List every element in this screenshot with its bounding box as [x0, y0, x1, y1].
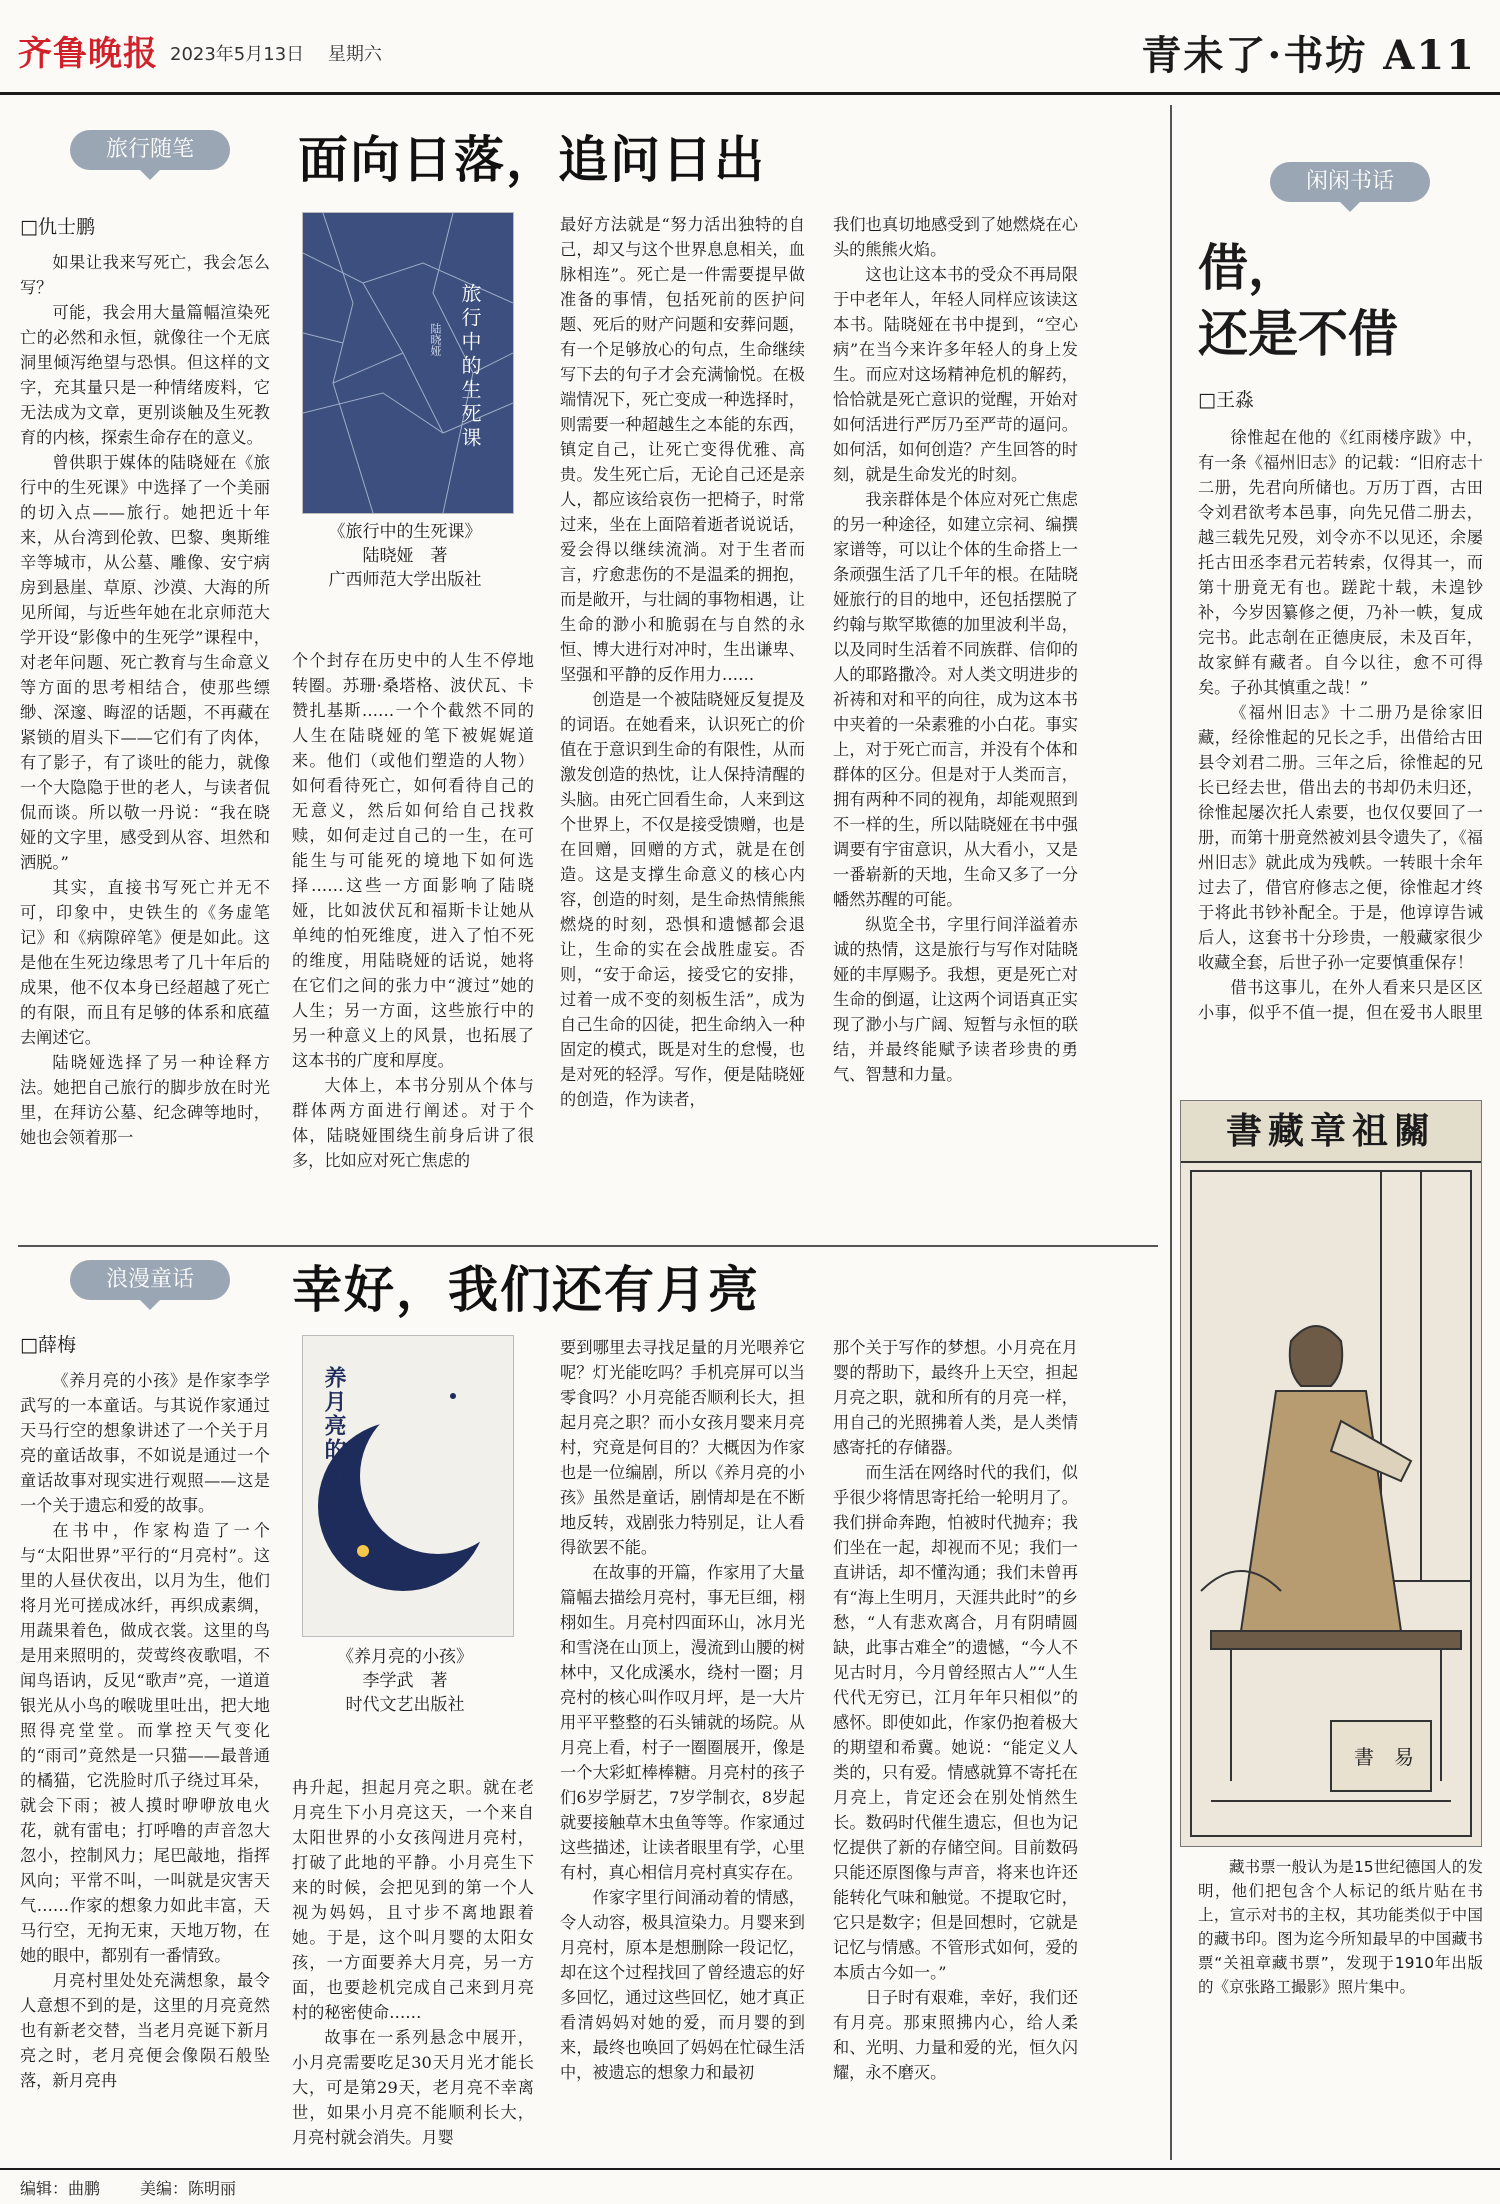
- section-name: 青未了·书坊: [1141, 32, 1368, 79]
- caption-publisher: 广西师范大学出版社: [328, 570, 482, 590]
- article3-title: [1198, 235, 1398, 367]
- paragraph: 故事在一系列悬念中展开，小月亮需要吃足30天月光才能长大，可是第29天，老月亮不幸离世，如果小月亮不能顺利长大，月亮村就会消失。月婴: [292, 2028, 534, 2147]
- paragraph: 陆晓娅选择了另一种诠释方法。她把自己旅行的脚步放在时光里，在拜访公墓、纪念碑等地时，她也会领着那一: [20, 1053, 270, 1147]
- weekday-text: 星期六: [327, 44, 382, 65]
- article2-column-3: [560, 1335, 805, 2158]
- paragraph: 可能，我会用大量篇幅渲染死亡的必然和永恒，就像往一个无底洞里倾泻绝望与恐惧。但这样的文字，充其量只是一种情绪废料，它无法成为文章，更别谈触及生死教育的内核，探索生命存在的意义。: [20, 303, 270, 447]
- article1-column-3: [560, 212, 805, 1236]
- paragraph: 徐惟起在他的《红雨楼序跋》中，有一条《福州旧志》的记载：“旧府志十二册，先君向所储也。万历丁酉，古田令刘君欲考本邑事，向先兄借二册去，越三载先兄殁，刘令亦不以见还，余屡托古田丞李君元若转索，仅得其一，而第十册竟无有也。蹉跎十载，未遑钞补，今岁因纂修之便，乃补一帙，复成完书。此志剞在正德庚辰，未及百年，故家鲜有藏者。自今以往，愈不可得矣。子孙其慎重之哉！”: [1198, 428, 1483, 697]
- book-cover-travel: [302, 212, 514, 514]
- caption-book-title: 《养月亮的小孩》: [337, 1647, 473, 1667]
- article1-column-2: [292, 648, 534, 1236]
- paragraph: 大体上，本书分别从个体与群体两方面进行阐述。对于个体，陆晓娅围绕生前身后讲了很多，比如应对死亡焦虑的: [292, 1076, 534, 1170]
- paragraph: 要到哪里去寻找足量的月光喂养它呢？灯光能吃吗？手机亮屏可以当零食吗？小月亮能否顺利长大，担起月亮之职？而小女孩月婴来月亮村，究竟是何目的？大概因为作家也是一位编剧，所以《养月亮的小孩》虽然是童话，剧情却是在不断地反转，戏剧张力特别足，让人看得欲罢不能。: [560, 1338, 805, 1557]
- title-line-2: 还是不借: [1198, 304, 1398, 363]
- paragraph: 我亲群体是个体应对死亡焦虑的另一种途径，如建立宗祠、编撰家谱等，可以让个体的生命搭上一条顽强生活了几千年的根。在陆晓娅旅行的目的地中，还包括摆脱了约翰与欺罕欺德的加里波利半岛，以及同时生活着不同族群、信仰的人的耶路撒冷。对人类文明进步的祈祷和对和平的向往，成为这本书中夹着的一朵素雅的小白花。事实上，对于死亡而言，并没有个体和群体的区分。但是对于人类而言，拥有两种不同的视角，却能观照到不一样的生，所以陆晓娅在书中强调要有宇宙意识，从大看小，又是一番崭新的天地，生命又多了一分幡然苏醒的可能。: [833, 490, 1078, 909]
- paragraph: 在故事的开篇，作家用了大量篇幅去描绘月亮村，事无巨细，栩栩如生。月亮村四面环山，冰月光和雪浇在山顶上，漫流到山腰的树林中，又化成溪水，绕村一圈；月亮村的核心叫作叹月坪，是一大片用平平整整的石头铺就的场院。从月亮上看，村子一圈圈展开，像是一个大彩虹棒棒糖。月亮村的孩子们6岁学厨艺，7岁学制衣，8岁起就要接触草木虫鱼等等。作家通过这些描述，让读者眼里有学，心里有村，真心相信月亮村真实存在。: [560, 1563, 805, 1882]
- paragraph: 最好方法就是“努力活出独特的自己，却又与这个世界息息相关，血脉相连”。死亡是一件需要提早做准备的事情，包括死前的医护问题、死后的财产问题和安葬问题，有一个足够放心的句点，生命继续写下去的句子才会充满愉悦。在极端情况下，死亡变成一种选择时，则需要一种超越生之本能的东西，镇定自己，让死亡变得优雅、高贵。发生死亡后，无论自己还是亲人，都应该给哀伤一把椅子，时常过来，坐在上面陪着逝者说说话，爱会得以继续流淌。对于生者而言，疗愈悲伤的不是温柔的拥抱，而是敞开，与壮阔的事物相遇，让生命的渺小和脆弱在与自然的永恒、博大进行对冲时，生出谦卑、坚强和平静的反作用力……: [560, 215, 805, 684]
- masthead: [0, 0, 1500, 95]
- section-header: [1141, 24, 1476, 81]
- article1-title: 面向日落，追问日出: [298, 130, 766, 189]
- article2-column-1: [20, 1368, 270, 2158]
- column-divider: [1170, 105, 1172, 2160]
- paragraph: 如果让我来写死亡，我会怎么写？: [20, 253, 270, 297]
- paragraph: 在书中，作家构造了一个与“太阳世界”平行的“月亮村”。这里的人昼伏夜出，以月为生，他们将月光可搓成冰纤，再织成素绸，用蔬果着色，做成衣裳。这里的鸟是用来照明的，荧莺终夜歌唱，不闻鸟语讷，反见“歌声”亮，一道道银光从小鸟的喉咙里吐出，把大地照得亮堂堂。而掌控天气变化的“雨司”竟然是一只猫——最普通的橘猫，它洗脸时爪子绕过耳朵，就会下雨；被人摸时咿咿放电火花，就有雷电；打呼噜的声音忽大忽小，控制风力；尾巴敲地，指挥风向；平常不叫，一叫就是灾害天气……作家的想象力如此丰富，天马行空，无拘无束，天地万物，在她的眼中，都别有一番情致。: [20, 1521, 270, 1965]
- caption-book-author: 李学武 著: [362, 1671, 448, 1691]
- tag-romantic-fairytale: 浪漫童话: [70, 1260, 230, 1300]
- paragraph: 其实，直接书写死亡并无不可，印象中，史铁生的《务虚笔记》和《病隙碎笔》便是如此。这是他在生死边缘思考了几十年后的成果，他不仅本身已经超越了死亡的有限，而且有足够的体系和底蕴去阐述它。: [20, 878, 270, 1047]
- bookplate-bottom-inscription: 書 易: [1354, 1745, 1414, 1769]
- article-divider: [18, 1245, 1158, 1247]
- title-line-1: 借，: [1198, 238, 1298, 297]
- article3-body: [1198, 425, 1483, 1025]
- bookplate-title: 關祖章藏書: [1181, 1101, 1481, 1163]
- paragraph: 个个封存在历史中的人生不停地转圈。苏珊·桑塔格、波伏瓦、卡赞扎基斯……一个个截然不同的人生在陆晓娅的笔下被娓娓道来。他们（或他们塑造的人物）如何看待死亡，如何看待自己的无意义，然后如何给自己找救赎，如何走过自己的一生，在可能生与可能死的境地下如何选择……这些一方面影响了陆晓娅，比如波伏瓦和福斯卡让她从单纯的怕死维度，进入了怕不死的维度，用陆晓娅的话说，她将在它们之间的张力中“渡过”她的人生；另一方面，这些旅行中的另一种意义上的风景，也拓展了这本书的广度和厚度。: [292, 651, 534, 1070]
- paragraph: 借书这事儿，在外人看来只是区区小事，似乎不值一提，但在爱书人眼里: [1198, 978, 1483, 1022]
- designer-credit: 美编：陈明丽: [140, 2179, 237, 2198]
- article2-author: □薛梅: [20, 1334, 76, 1356]
- page-footer: [0, 2168, 1500, 2204]
- tag-travel-essay: 旅行随笔: [70, 130, 230, 170]
- paragraph: 《养月亮的小孩》是作家李学武写的一本童话。与其说作家通过天马行空的想象讲述了一个关于月亮的童话故事，不如说是通过一个童话故事对现实进行观照——这是一个关于遗忘和爱的故事。: [20, 1371, 270, 1515]
- newspaper-logo: 齐鲁晚报: [18, 34, 158, 74]
- tag-leisure-book-talk: 闲闲书话: [1270, 162, 1430, 202]
- article3-author: □王淼: [1198, 389, 1254, 411]
- paragraph: 冉升起，担起月亮之职。就在老月亮生下小月亮这天，一个来自太阳世界的小女孩闯进月亮村，打破了此地的平静。小月亮生下来的时候，会把见到的第一个人视为妈妈，且寸步不离地跟着她。于是，这个叫月婴的太阳女孩，一方面要养大月亮，另一方面，也要趁机完成自己来到月亮村的秘密使命……: [292, 1778, 534, 2022]
- book-caption-2: [280, 1645, 530, 1717]
- date-text: 2023年5月13日: [170, 44, 305, 65]
- caption-book-title: 《旅行中的生死课》: [328, 522, 482, 542]
- paragraph: 《福州旧志》十二册乃是徐家旧藏，经徐惟起的兄长之手，出借给古田县令刘君二册。三年之后，徐惟起的兄长已经去世，借出去的书却仍未归还，徐惟起屡次托人索要，也仅仅要回了一册，而第十册竟然被刘县令遗失了，《福州旧志》就此成为残帙。一转眼十余年过去了，借官府修志之便，徐惟起才终于将此书钞补配全。于是，他谆谆告诫后人，这套书十分珍贵，一般藏家很少收藏全套，后世子孙一定要慎重保存！: [1198, 703, 1483, 972]
- paragraph: 那个关于写作的梦想。小月亮在月婴的帮助下，最终升上天空，担起月亮之职，就和所有的月亮一样，用自己的光照拂着人类，是人类情感寄托的存储器。: [833, 1338, 1078, 1457]
- bookplate-image: [1180, 1100, 1482, 1847]
- caption-text: 藏书票一般认为是15世纪德国人的发明，他们把包含个人标记的纸片贴在书上，宣示对书的主权，其功能类似于中国的藏书印。图为迄今所知最早的中国藏书票“关祖章藏书票”，发现于1910年出版的《京张路工撮影》照片集中。: [1198, 1858, 1483, 1996]
- paragraph: 月亮村里处处充满想象，最令人意想不到的是，这里的月亮竟然也有新老交替，当老月亮诞下新月亮之时，老月亮便会像陨石般坠落，新月亮冉: [20, 1971, 270, 2090]
- article1-column-4: [833, 212, 1078, 1236]
- article1-column-1: [20, 250, 270, 1235]
- paragraph: 纵览全书，字里行间洋溢着赤诚的热情，这是旅行与写作对陆晓娅的丰厚赐予。我想，更是死亡对生命的倒逼，让这两个词语真正实现了渺小与广阔、短暂与永恒的联结，并最终能赋予读者珍贵的勇气、智慧和力量。: [833, 915, 1078, 1084]
- caption-book-author: 陆晓娅 著: [362, 546, 448, 566]
- article2-column-2: [292, 1775, 534, 2158]
- scholar-reading-woodcut-icon: [1181, 1161, 1481, 1846]
- cover-title: 养月亮的小孩: [321, 1366, 347, 1510]
- article2-column-4: [833, 1335, 1078, 2158]
- paragraph: 日子时有艰难，幸好，我们还有月亮。那束照拂内心，给人柔和、光明、力量和爱的光，恒久闪耀，永不磨灭。: [833, 1988, 1078, 2082]
- paragraph: 我们也真切地感受到了她燃烧在心头的熊熊火焰。: [833, 215, 1078, 259]
- paragraph: 创造是一个被陆晓娅反复提及的词语。在她看来，认识死亡的价值在于意识到生命的有限性，从而激发创造的热忱，让人保持清醒的头脑。由死亡回看生命，人来到这个世界上，不仅是接受馈赠，也是在回赠，回赠的方式，就是在创造。这是支撑生命意义的核心内容，创造的时刻，是生命热情熊熊燃烧的时刻，恐惧和遗憾都会退让，生命的实在会战胜虚妄。否则，“安于命运，接受它的安排，过着一成不变的刻板生活”，成为自己生命的囚徒，把生命纳入一种固定的模式，既是对生的怠慢，也是对死的轻浮。写作，便是陆晓娅的创造，作为读者，: [560, 690, 805, 1109]
- book-cover-moon: [302, 1335, 514, 1637]
- paragraph: 这也让这本书的受众不再局限于中老年人，年轻人同样应该读这本书。陆晓娅在书中提到，“空心病”在当今来许多年轻人的身上发生。而应对这场精神危机的解药，恰恰就是死亡意识的觉醒，开始对如何活进行严厉乃至严苛的逼问。如何活，如何创造？产生回答的时刻，就是生命发光的时刻。: [833, 265, 1078, 484]
- paragraph: 曾供职于媒体的陆晓娅在《旅行中的生死课》中选择了一个美丽的切入点——旅行。她把近十年来，从台湾到伦敦、巴黎、奥斯维辛等城市，从公墓、雕像、安宁病房到悬崖、草原、沙漠、大海的所见所闻，与近些年她在北京师范大学开设“影像中的生死学”课程中，对老年问题、死亡教育与生命意义等方面的思考相结合，使那些缥缈、深邃、晦涩的话题，不再藏在紧锁的眉头下——它们有了肉体，有了影子，有了谈吐的能力，就像一个大隐隐于世的老人，与读者侃侃而谈。所以敬一丹说：“我在晓娅的文字里，感受到从容、坦然和洒脱。”: [20, 453, 270, 872]
- book-caption-1: [280, 520, 530, 592]
- page-number: A11: [1383, 32, 1476, 79]
- cover-title: 旅行中的生死课: [458, 283, 482, 451]
- issue-date: [170, 40, 382, 66]
- paragraph: 作家字里行间涌动着的情感，令人动容，极具渲染力。月婴来到月亮村，原本是想删除一段记忆，却在这个过程找回了曾经遗忘的好多回忆，通过这些回忆，她才真正看清妈妈对她的爱，而月婴的到来，最终也唤回了妈妈在忙碌生活中，被遗忘的想象力和最初: [560, 1888, 805, 2082]
- cover-author: 陆晓娅: [429, 323, 442, 356]
- article1-author: □仇士鹏: [20, 216, 95, 238]
- paragraph: 而生活在网络时代的我们，似乎很少将情思寄托给一轮明月了。我们拼命奔跑，怕被时代抛弃；我们坐在一起，却视而不见；我们一直讲话，却不懂沟通；我们未曾再有“海上生明月，天涯共此时”的乡愁，“人有悲欢离合，月有阴晴圆缺，此事古难全”的遗憾，“今人不见古时月，今月曾经照古人”“人生代代无穷已，江月年年只相似”的感怀。即使如此，作家仍抱着极大的期望和希冀。她说：“能定义人类的，只有爱。情感就算不寄托在月亮上，肯定还会在别处悄然生长。数码时代催生遗忘，但也为记忆提供了新的存储空间。目前数码只能还原图像与声音，将来也许还能转化气味和触觉。不提取它时，它只是数字；但是回想时，它就是记忆与情感。不管形式如何，爱的本质古今如一。”: [833, 1463, 1078, 1982]
- caption-publisher: 时代文艺出版社: [345, 1695, 465, 1715]
- editor-credit: 编辑：曲鹏: [20, 2179, 101, 2198]
- bookplate-caption: [1198, 1855, 1483, 2055]
- article2-title: 幸好，我们还有月亮: [292, 1260, 760, 1319]
